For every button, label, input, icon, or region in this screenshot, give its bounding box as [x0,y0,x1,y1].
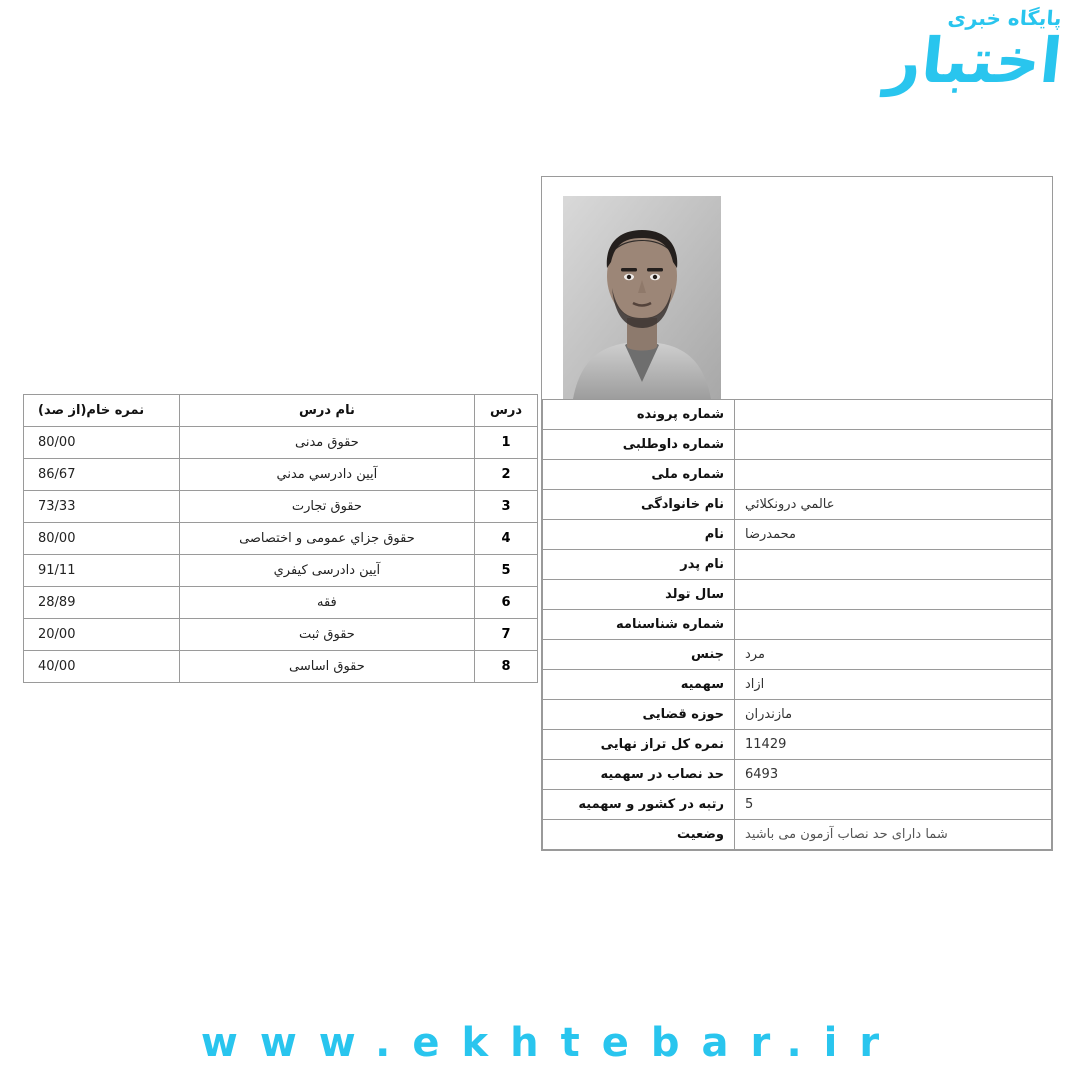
candidate-info-card [541,176,1053,851]
table-row [24,459,538,491]
scores-section [23,394,538,683]
row-number: 6 [475,587,538,619]
table-row [543,760,1052,790]
table-header-row [24,395,538,427]
info-label: شماره داوطلبی [543,430,735,460]
footer-website-url: www.ekhtebar.ir [200,1020,902,1066]
logo-title: اختبار [882,24,1066,97]
scores-table [23,394,538,683]
table-row [543,670,1052,700]
info-label: حد نصاب در سهمیه [543,760,735,790]
info-value [735,460,1052,490]
column-header-score: نمره خام(از صد) [24,395,180,427]
subject-score: 86/67 [24,459,180,491]
row-number: 7 [475,619,538,651]
info-value [735,610,1052,640]
subject-score: 80/00 [24,523,180,555]
subject-score: 91/11 [24,555,180,587]
info-label: جنس [543,640,735,670]
subject-name: حقوق ثبت [179,619,474,651]
site-logo [882,6,1066,97]
info-value: مازندران [735,700,1052,730]
candidate-info-table [542,399,1052,850]
subject-name: فقه [179,587,474,619]
info-value: 5 [735,790,1052,820]
table-row [24,587,538,619]
info-value [735,430,1052,460]
subject-name: حقوق مدنی [179,427,474,459]
row-number: 3 [475,491,538,523]
table-row [24,555,538,587]
table-row [543,700,1052,730]
table-row [543,520,1052,550]
subject-name: حقوق اساسی [179,651,474,683]
info-label: سهمیه [543,670,735,700]
subject-name: آیین دادرسی کیفري [179,555,474,587]
table-row [543,790,1052,820]
info-value: عالمي درونكلائي [735,490,1052,520]
subject-score: 40/00 [24,651,180,683]
info-label: نام پدر [543,550,735,580]
info-value: 6493 [735,760,1052,790]
table-row [543,430,1052,460]
candidate-photo [563,196,721,399]
table-row [543,730,1052,760]
table-row [543,550,1052,580]
row-number: 5 [475,555,538,587]
info-value [735,580,1052,610]
table-row [24,523,538,555]
row-number: 8 [475,651,538,683]
info-value: محمدرضا [735,520,1052,550]
table-row [24,491,538,523]
row-number: 1 [475,427,538,459]
table-row [543,460,1052,490]
info-label: شماره پرونده [543,400,735,430]
table-row [24,651,538,683]
info-label: سال تولد [543,580,735,610]
row-number: 2 [475,459,538,491]
info-label: نمره کل تراز نهایی [543,730,735,760]
table-row [543,820,1052,850]
subject-score: 73/33 [24,491,180,523]
subject-name: حقوق تجارت [179,491,474,523]
subject-name: آیین دادرسي مدني [179,459,474,491]
info-label: رتبه در کشور و سهمیه [543,790,735,820]
row-number: 4 [475,523,538,555]
info-label: نام خانوادگی [543,490,735,520]
info-value: مرد [735,640,1052,670]
info-value: ازاد [735,670,1052,700]
photo-area [542,177,1052,399]
column-header-subject: نام درس [179,395,474,427]
table-row [543,400,1052,430]
subject-score: 28/89 [24,587,180,619]
column-header-number: درس [475,395,538,427]
info-value: 11429 [735,730,1052,760]
subject-score: 80/00 [24,427,180,459]
table-row [543,490,1052,520]
info-label: وضعیت [543,820,735,850]
info-label: شماره شناسنامه [543,610,735,640]
subject-name: حقوق جزاي عمومی و اختصاصی [179,523,474,555]
status-text: شما دارای حد نصاب آزمون می باشید [735,820,1052,850]
info-label: حوزه قضایی [543,700,735,730]
info-label: نام [543,520,735,550]
table-row [24,427,538,459]
subject-score: 20/00 [24,619,180,651]
table-row [543,610,1052,640]
info-value [735,400,1052,430]
table-row [24,619,538,651]
table-row [543,640,1052,670]
table-row [543,580,1052,610]
info-label: شماره ملی [543,460,735,490]
logo-tagline: پایگاه خبری [947,6,1063,30]
info-value [735,550,1052,580]
